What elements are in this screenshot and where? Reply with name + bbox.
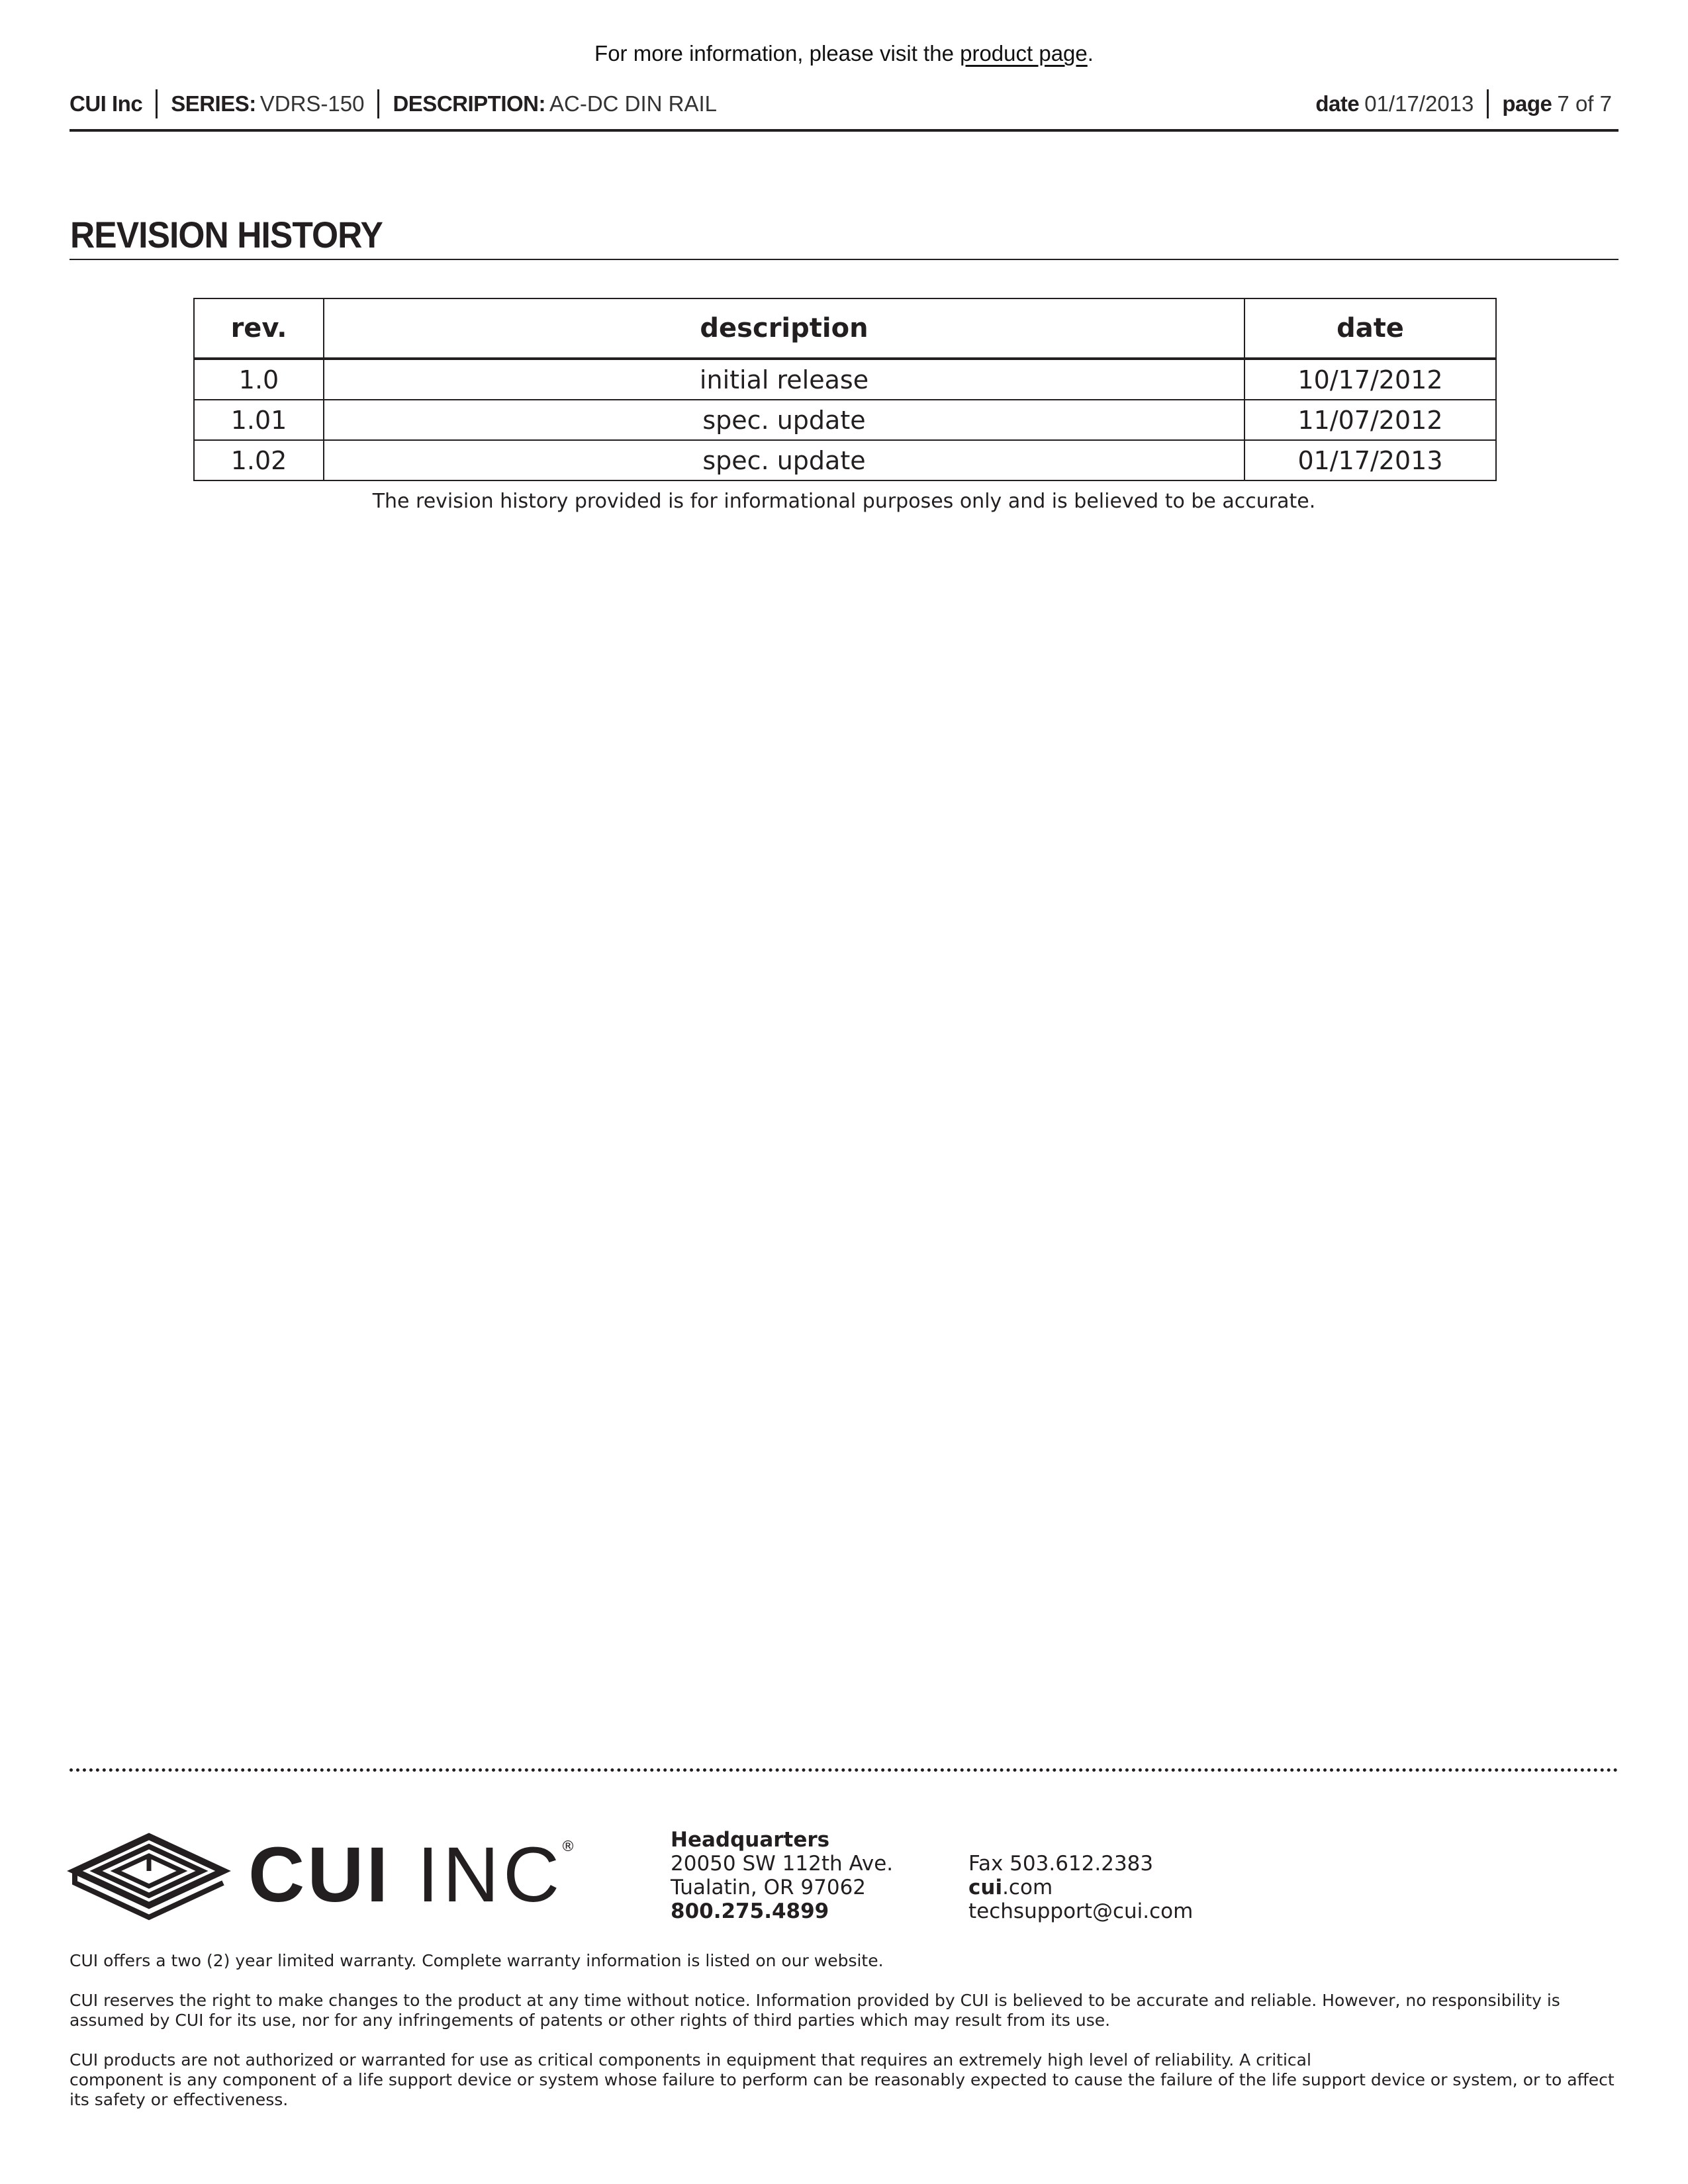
liability-disclaimer: CUI reserves the right to make changes to the product at any time without notice. Information provided by CUI is believed to be accurate and reliable. However, no responsibility is assumed by CUI for its use, nor for any infringements of patents or other rights of third parties which may result from its use.	[70, 1991, 1560, 2030]
column-header-date: date	[1244, 298, 1496, 359]
header-left	[70, 89, 717, 118]
document-header	[70, 87, 1618, 120]
hq-phone: 800.275.4899	[671, 1899, 829, 1923]
cui-inc-logo	[70, 1817, 573, 1929]
cell-description: spec. update	[324, 440, 1244, 480]
header-divider	[70, 129, 1618, 132]
header-description-label: DESCRIPTION:	[393, 91, 545, 116]
headquarters-block	[671, 1828, 893, 1923]
header-separator	[377, 89, 379, 118]
header-date-value: 01/17/2013	[1364, 91, 1474, 116]
website-bold: cui	[968, 1876, 1003, 1899]
column-header-description: description	[324, 298, 1244, 359]
table-note: The revision history provided is for informational purposes only and is believed to be accurate.	[372, 490, 1316, 513]
product-page-link[interactable]: product page	[960, 41, 1088, 66]
logo-word-inc: INC	[417, 1831, 564, 1919]
support-email-link[interactable]: techsupport@cui.com	[968, 1899, 1194, 1923]
hq-title: Headquarters	[671, 1828, 830, 1852]
hq-address-line2: Tualatin, OR 97062	[671, 1876, 867, 1899]
cell-date: 11/07/2012	[1244, 400, 1496, 440]
header-series-value: VDRS-150	[259, 91, 365, 116]
more-info-text: For more information, please visit the	[594, 41, 961, 66]
table-header-row	[194, 298, 1496, 359]
cell-description: spec. update	[324, 400, 1244, 440]
warranty-text: CUI offers a two (2) year limited warranty. Complete warranty information is listed on our website.	[70, 1951, 884, 1970]
header-page-label: page	[1502, 91, 1552, 116]
table-row	[194, 440, 1496, 480]
cell-description: initial release	[324, 359, 1244, 400]
hq-address-line1: 20050 SW 112th Ave.	[671, 1852, 894, 1876]
header-separator	[1487, 89, 1489, 118]
critical-use-line2: component is any component of a life support device or system whose failure to perform can be reasonably expected to cause the failure of the life support device or system, or to affect its safety or effectiveness.	[70, 2070, 1615, 2109]
header-date-label: date	[1315, 91, 1360, 116]
header-description-value: AC-DC DIN RAIL	[549, 91, 718, 116]
cell-rev: 1.01	[194, 400, 324, 440]
table-row	[194, 400, 1496, 440]
header-page-value: 7 of 7	[1557, 91, 1612, 116]
cell-rev: 1.0	[194, 359, 324, 400]
cell-rev: 1.02	[194, 440, 324, 480]
cell-date: 01/17/2013	[1244, 440, 1496, 480]
contact-block	[968, 1852, 1193, 1923]
critical-use-line1: CUI products are not authorized or warranted for use as critical components in equipment that requires an extremely high level of reliability. A critical	[70, 2050, 1311, 2070]
header-company: CUI Inc	[70, 91, 143, 116]
header-separator	[156, 89, 158, 118]
logo-word-cui: CUI	[248, 1831, 391, 1919]
header-series-label: SERIES:	[171, 91, 256, 116]
section-title: REVISION HISTORY	[70, 214, 383, 255]
fax-number: Fax 503.612.2383	[968, 1852, 1154, 1876]
revision-history-table	[193, 298, 1497, 481]
registered-mark: ®	[561, 1839, 575, 1855]
website-rest: .com	[1002, 1876, 1053, 1899]
header-right	[1315, 89, 1612, 118]
more-info-line	[0, 41, 1688, 66]
table-row	[194, 359, 1496, 400]
cui-logo-mark-icon	[75, 1837, 223, 1917]
cell-date: 10/17/2012	[1244, 359, 1496, 400]
critical-use-disclaimer	[70, 2050, 1618, 2110]
website-link[interactable]	[968, 1876, 1193, 1899]
footer-dotted-divider	[70, 1768, 1618, 1772]
section-divider	[70, 259, 1618, 260]
column-header-rev: rev.	[194, 298, 324, 359]
more-info-suffix: .	[1087, 41, 1094, 66]
